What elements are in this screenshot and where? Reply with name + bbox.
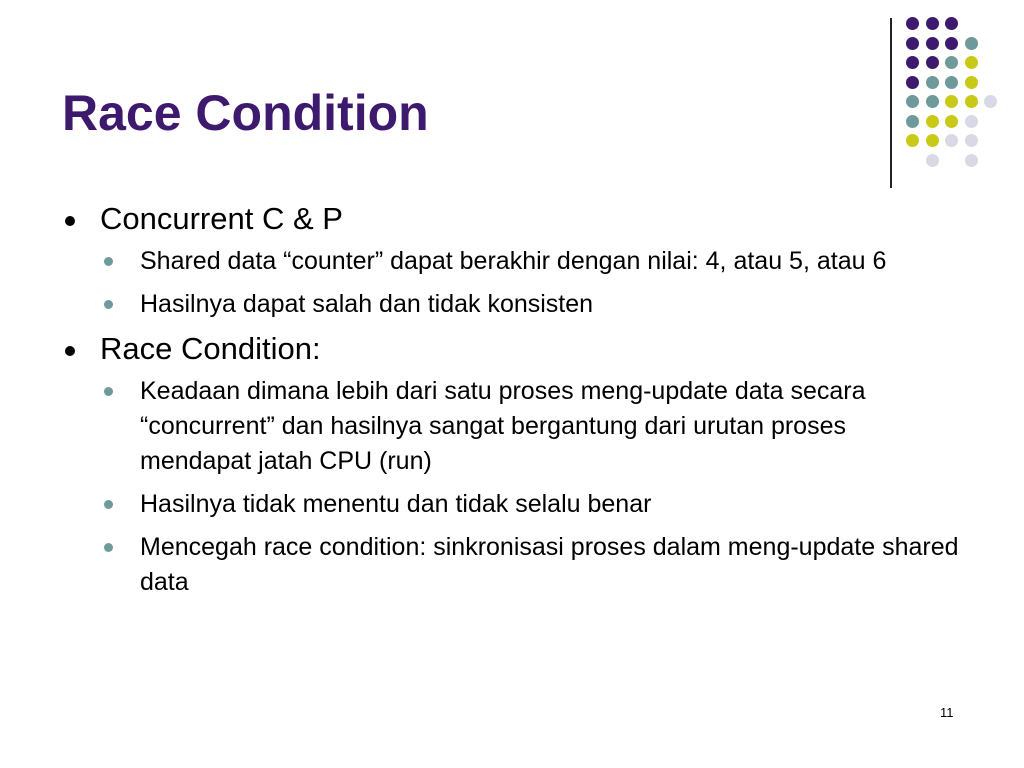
slide-title: Race Condition — [62, 85, 429, 141]
decor-dot — [906, 134, 919, 147]
sub-bullet-icon — [104, 543, 113, 552]
decor-dot — [926, 115, 939, 128]
decor-dot — [945, 37, 958, 50]
sub-bullet-item — [100, 487, 962, 522]
decor-dot — [926, 76, 939, 89]
sub-bullet-item — [100, 374, 962, 479]
decor-dot — [926, 37, 939, 50]
bullet-text: Concurrent C & P — [100, 201, 343, 236]
sub-bullet-icon — [104, 500, 113, 509]
sub-bullet-text: Keadaan dimana lebih dari satu proses meng-update data secara “concurrent” dan hasilnya sangat bergantung dari urutan proses mendapat jatah CPU (run) — [140, 376, 866, 475]
decor-dot — [926, 95, 939, 108]
decor-dot — [906, 56, 919, 69]
decor-dot — [906, 95, 919, 108]
page-number: 11 — [940, 705, 954, 720]
sub-bullet-text: Hasilnya tidak menentu dan tidak selalu benar — [140, 489, 652, 518]
bullet-icon — [65, 346, 75, 356]
sub-bullet-icon — [104, 387, 113, 396]
decor-dot — [945, 56, 958, 69]
decor-dot — [906, 17, 919, 30]
decor-dot — [965, 154, 978, 167]
sub-bullet-list — [100, 374, 962, 600]
sub-bullet-item — [100, 287, 962, 322]
sub-bullet-item — [100, 244, 962, 279]
bullet-text: Race Condition: — [100, 330, 321, 366]
sub-bullet-list — [100, 244, 962, 322]
sub-bullet-text: Shared data “counter” dapat berakhir dengan nilai: 4, atau 5, atau 6 — [140, 246, 887, 275]
decor-dot — [945, 95, 958, 108]
decor-dot — [965, 76, 978, 89]
decor-dot — [926, 134, 939, 147]
decor-dot — [945, 134, 958, 147]
decor-dot — [965, 95, 978, 108]
decor-dot — [906, 76, 919, 89]
sub-bullet-icon — [104, 257, 113, 266]
decor-dot — [926, 17, 939, 30]
bullet-icon — [65, 216, 75, 226]
decor-dot — [965, 56, 978, 69]
decor-dot — [945, 76, 958, 89]
vertical-divider — [890, 18, 892, 188]
decor-dot — [906, 115, 919, 128]
sub-bullet-text: Hasilnya dapat salah dan tidak konsisten — [140, 289, 594, 318]
decor-dot — [945, 17, 958, 30]
decor-dot — [965, 115, 978, 128]
decor-dot — [965, 134, 978, 147]
decor-dot — [965, 37, 978, 50]
bullet-item — [62, 330, 962, 600]
bullet-list — [62, 200, 962, 608]
sub-bullet-text: Mencegah race condition: sinkronisasi proses dalam meng-update shared data — [140, 532, 959, 596]
decor-dot — [926, 154, 939, 167]
sub-bullet-item — [100, 530, 962, 600]
sub-bullet-icon — [104, 300, 113, 309]
decor-dot — [984, 95, 997, 108]
bullet-item — [62, 200, 962, 322]
decor-dot — [945, 115, 958, 128]
decor-dot — [906, 37, 919, 50]
decor-dot — [926, 56, 939, 69]
